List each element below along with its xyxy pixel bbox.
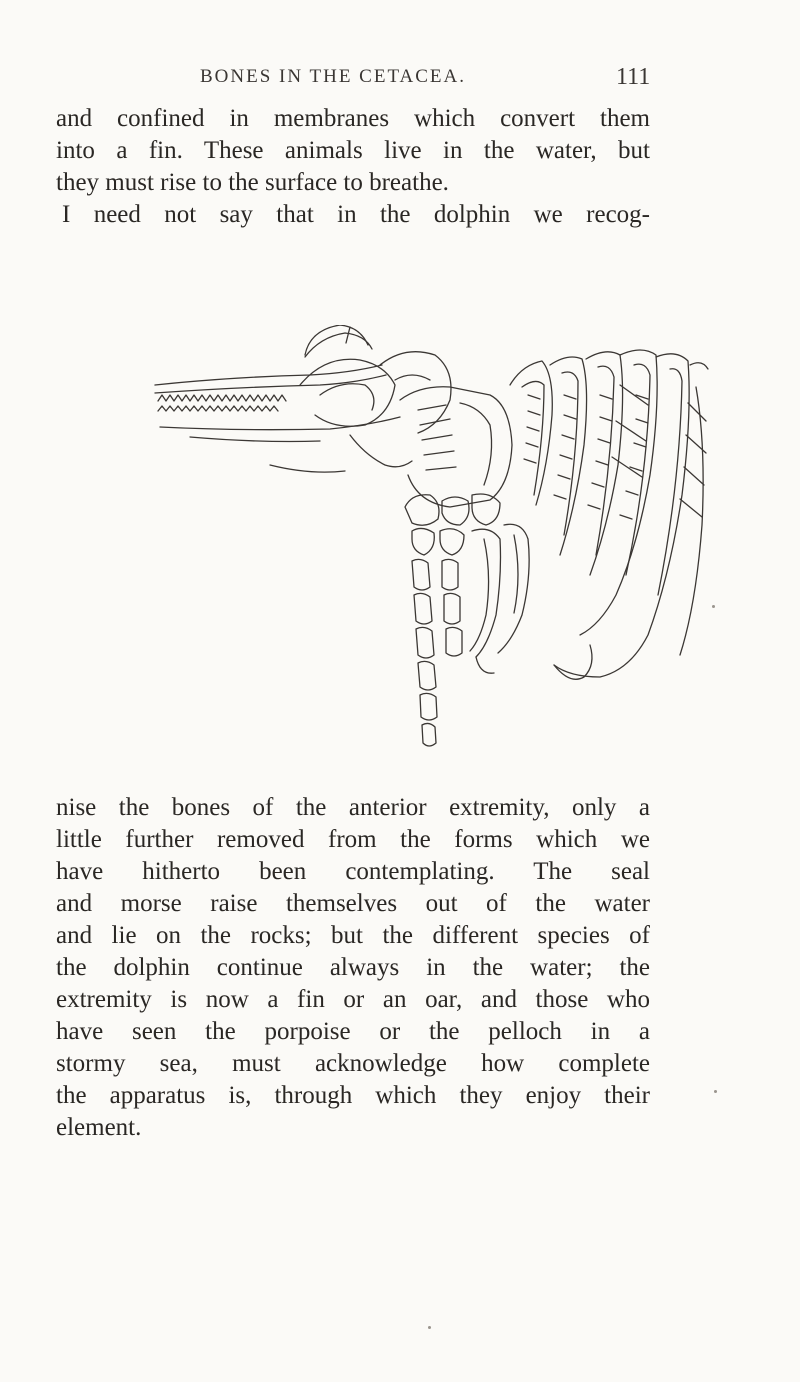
text-line: nise the bones of the anterior extremity, only a: [56, 794, 650, 821]
paper-speck: [714, 1090, 717, 1093]
dolphin-flipper-bones-icon: [150, 325, 710, 765]
text-line: little further removed from the forms which we: [56, 826, 650, 853]
text-line: they must rise to the surface to breathe.: [56, 169, 449, 196]
page-number: 111: [616, 64, 651, 90]
paper-speck: [428, 1326, 431, 1329]
paragraph-top: [56, 103, 650, 231]
text-line: I need not say that in the dolphin we recog-: [62, 201, 650, 228]
text-line: and lie on the rocks; but the different species of: [56, 922, 650, 949]
text-line: into a fin. These animals live in the water, but: [56, 137, 650, 164]
paragraph-bottom: [56, 792, 650, 1144]
running-title: BONES IN THE CETACEA.: [200, 66, 467, 87]
dolphin-flipper-figure: [150, 325, 710, 765]
text-line: have hitherto been contemplating. The seal: [56, 858, 650, 885]
text-line: stormy sea, must acknowledge how complete: [56, 1050, 650, 1077]
text-line: extremity is now a fin or an oar, and those who: [56, 986, 650, 1013]
paper-speck: [712, 605, 715, 608]
text-line: have seen the porpoise or the pelloch in a: [56, 1018, 650, 1045]
text-line: and morse raise themselves out of the water: [56, 890, 650, 917]
text-line: the apparatus is, through which they enjoy their: [56, 1082, 650, 1109]
text-line: the dolphin continue always in the water; the: [56, 954, 650, 981]
running-head: [0, 62, 800, 96]
text-line: element.: [56, 1114, 142, 1141]
text-line: and confined in membranes which convert them: [56, 105, 650, 132]
